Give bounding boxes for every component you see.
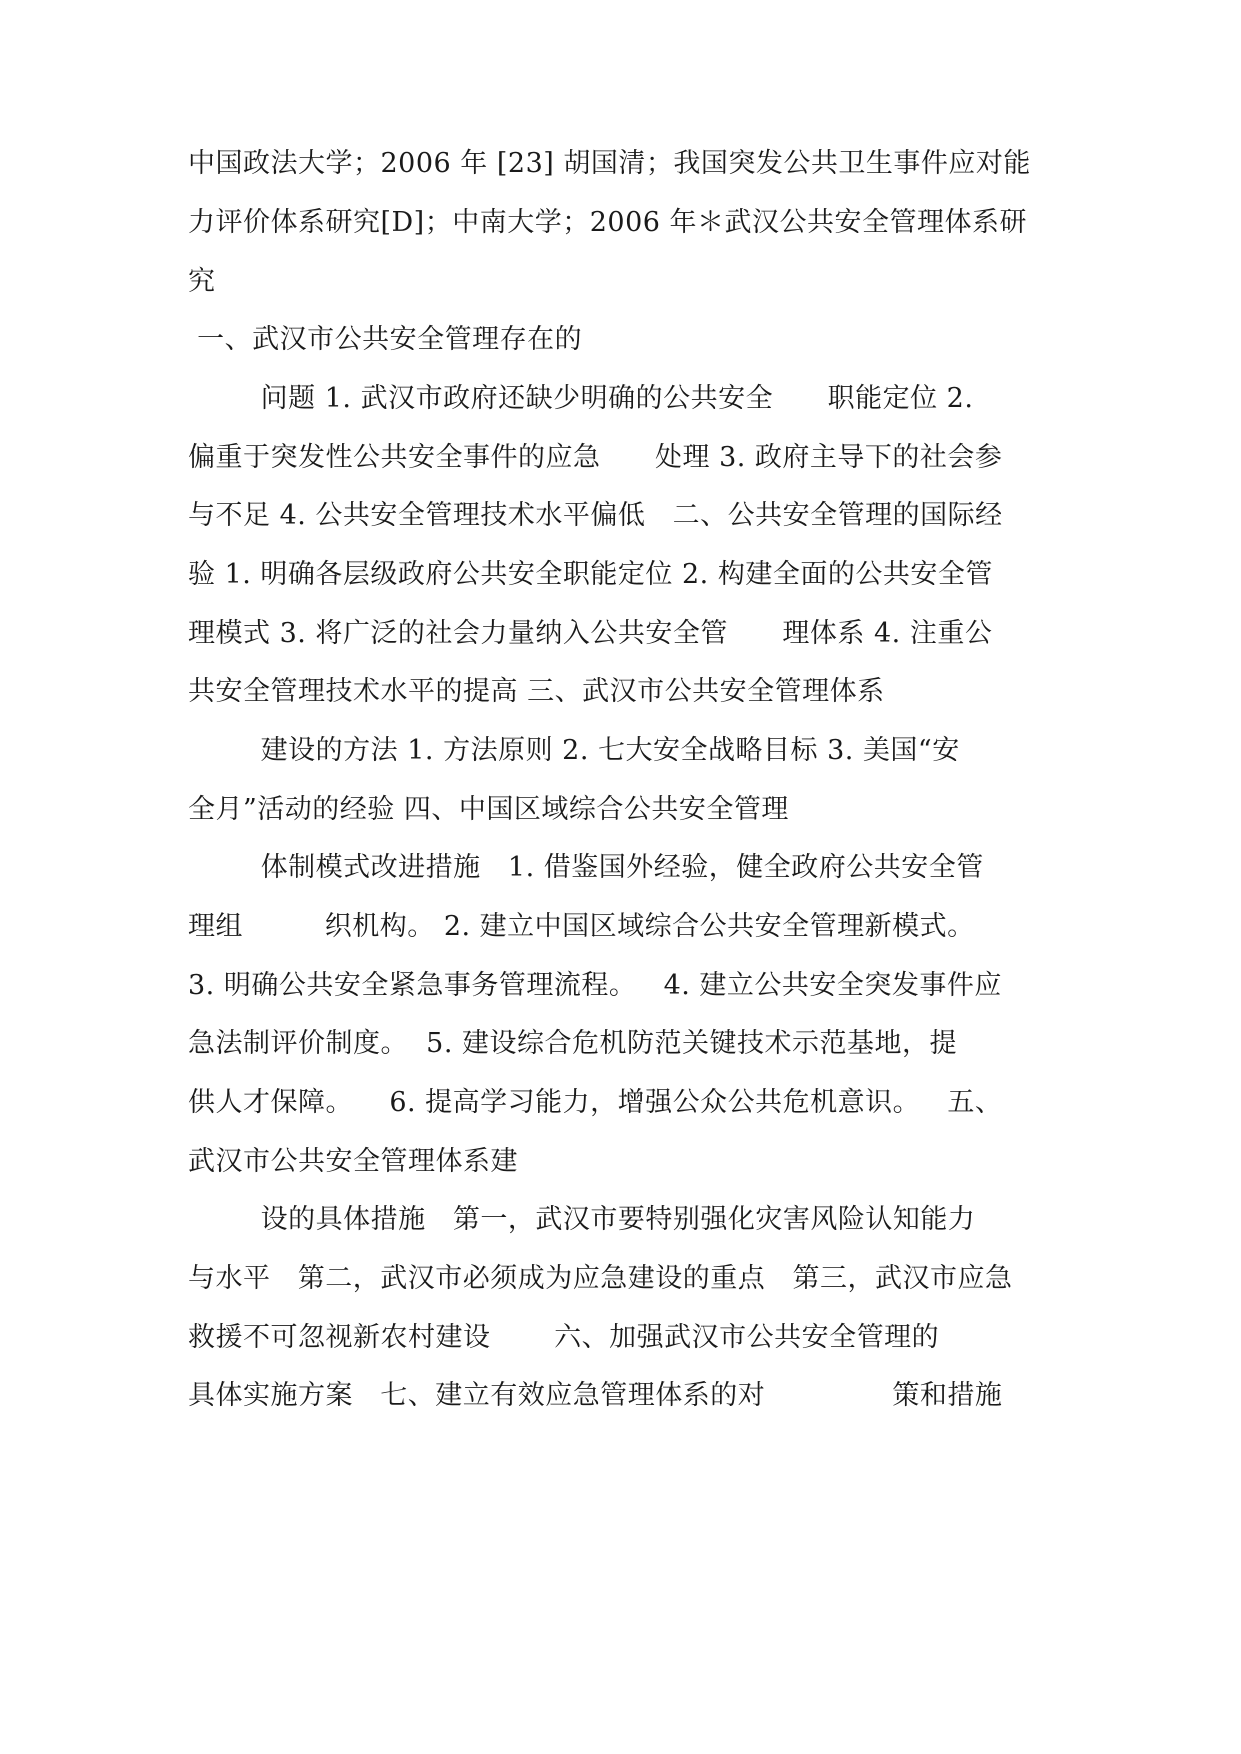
text-line: 供人才保障。 6. 提高学习能力，增强公众公共危机意识。 五、 (188, 1087, 1003, 1118)
text-line: 力评价体系研究[D]；中南大学；2006 年＊武汉公共安全管理体系研 (188, 207, 1028, 238)
text-line: 理组 织机构。 2. 建立中国区域综合公共安全管理新模式。 (188, 911, 975, 942)
text-line: 设的具体措施 第一，武汉市要特别强化灾害风险认知能力 (188, 1204, 976, 1235)
text-line: 验 1. 明确各层级政府公共安全职能定位 2. 构建全面的公共安全管 (188, 559, 993, 590)
text-line: 急法制评价制度。 5. 建设综合危机防范关键技术示范基地，提 (188, 1028, 958, 1059)
text-line: 与不足 4. 公共安全管理技术水平偏低 二、公共安全管理的国际经 (188, 500, 1003, 531)
text-line: 建设的方法 1. 方法原则 2. 七大安全战略目标 3. 美国“安 (188, 735, 960, 766)
text-line: 具体实施方案 七、建立有效应急管理体系的对 策和措施 (188, 1380, 1003, 1411)
text-line: 救援不可忽视新农村建设 六、加强武汉市公共安全管理的 (188, 1322, 940, 1353)
text-line: 武汉市公共安全管理体系建 (188, 1146, 518, 1177)
text-line: 3. 明确公共安全紧急事务管理流程。 4. 建立公共安全突发事件应 (188, 970, 1002, 1001)
text-line: 共安全管理技术水平的提高 三、武汉市公共安全管理体系 (188, 676, 885, 707)
text-line: 究 (188, 266, 216, 297)
text-line: 中国政法大学；2006 年 [23] 胡国清；我国突发公共卫生事件应对能 (188, 148, 1031, 179)
text-line: 理模式 3. 将广泛的社会力量纳入公共安全管 理体系 4. 注重公 (188, 618, 993, 649)
section-heading: 一、武汉市公共安全管理存在的 (188, 324, 583, 355)
text-line: 体制模式改进措施 1. 借鉴国外经验，健全政府公共安全管 (188, 852, 984, 883)
text-line: 问题 1. 武汉市政府还缺少明确的公共安全 职能定位 2. (188, 383, 974, 414)
text-line: 全月”活动的经验 四、中国区域综合公共安全管理 (188, 794, 789, 825)
text-line: 偏重于突发性公共安全事件的应急 处理 3. 政府主导下的社会参 (188, 442, 1003, 473)
text-line: 与水平 第二，武汉市必须成为应急建设的重点 第三，武汉市应急 (188, 1263, 1013, 1294)
